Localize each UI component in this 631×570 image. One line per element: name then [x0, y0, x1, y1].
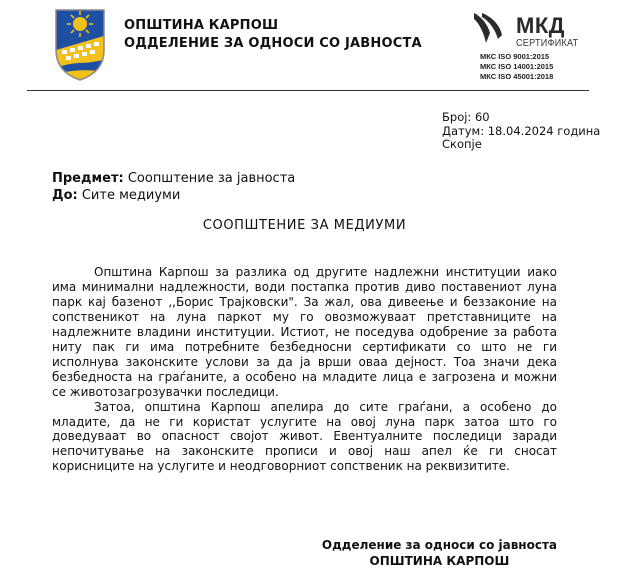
certification-brand: МКД [516, 13, 565, 38]
document-place: Скопје [442, 137, 482, 151]
certification-block [472, 11, 579, 83]
body-paragraph: Затоа, општина Карпош апелира до сите граѓани, а особено до младите, да не ги користат услугите на овој луна парк затоа што го доведуваат во опасност својот живот. Евентуалните последици заради непочитување на законските прописи и овој наш апел ќе ги сносат корисниците на услугите и неодговорниот сопственик на реквизитите. [52, 399, 557, 474]
recipient-line [52, 187, 295, 204]
document-date: Датум: 18.04.2024 година [442, 123, 601, 138]
letterhead [124, 17, 422, 53]
body-paragraph: Општина Карпош за разлика од другите надлежни институции иако има минимални надлежности, води постапка против диво поставениот луна парк кај базенот ,,Борис Трајковски". За жал, ова дивеење и беззаконие на сопственикот на луна паркот му го овозможуваат претставниците на надлежните владини институции. Истиот, не поседува одобрение за работа ниту пак ги има потребните безбедносни сертификати со што не ги исполнува законските услови за да ја врши оваа дејност. Тоа значи дека безбедноста на граѓаните, а особено на младите лица е загрозена и можни се животозагрозувачки последици. [52, 265, 557, 399]
subject-value: Соопштение за јавноста [127, 171, 296, 186]
certification-standards [480, 52, 553, 82]
signature-block [322, 537, 557, 569]
document-body [52, 265, 557, 474]
subject-line [52, 170, 295, 187]
header-divider [27, 90, 589, 91]
certification-logo-icon [472, 11, 508, 45]
signature-municipality: ОПШТИНА КАРПОШ [369, 554, 510, 568]
letterhead-department: ОДДЕЛЕНИЕ ЗА ОДНОСИ СО ЈАВНОСТА [124, 36, 422, 51]
standard-iso-9001: МКС ISO 9001:2015 [480, 52, 550, 61]
recipient-label: До: [52, 188, 78, 203]
document-title: СООПШТЕНИЕ ЗА МЕДИУМИ [202, 218, 407, 233]
letterhead-municipality: ОПШТИНА КАРПОШ [124, 18, 279, 33]
document-info [442, 111, 600, 152]
standard-iso-45001: МКС ISO 45001:2018 [480, 72, 554, 81]
recipient-value: Сите медиуми [81, 188, 181, 203]
standard-iso-14001: МКС ISO 14001:2015 [480, 62, 554, 71]
document-number: Број: 60 [442, 110, 490, 124]
subject-block [52, 170, 295, 204]
municipality-coat-of-arms [52, 6, 108, 82]
subject-label: Предмет: [52, 171, 124, 186]
signature-department: Одделение за односи со јавноста [321, 538, 557, 552]
certification-subtitle: СЕРТИФИКАТ [516, 37, 579, 49]
